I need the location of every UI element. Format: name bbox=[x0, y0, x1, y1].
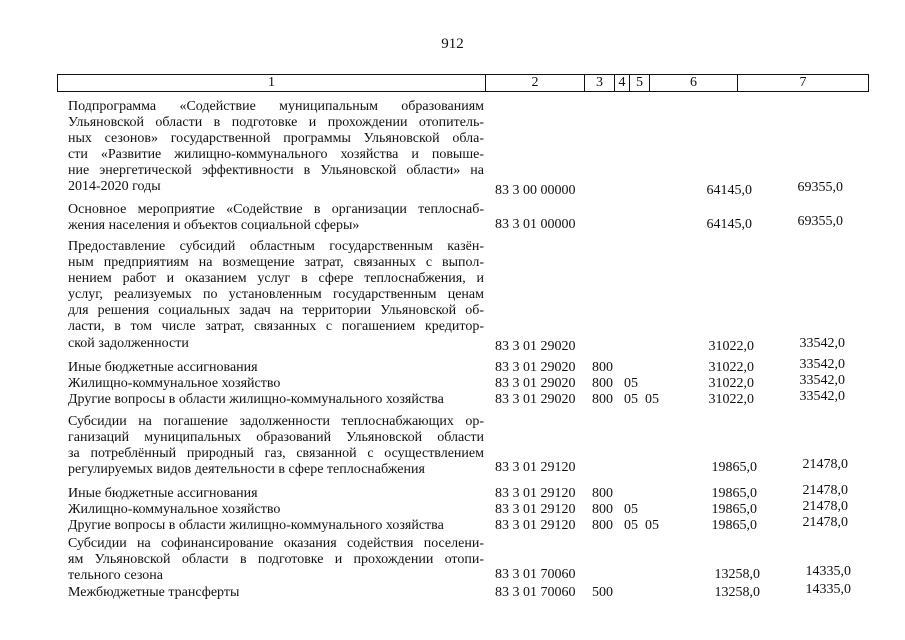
amount-col-6: 31022,0 bbox=[708, 339, 754, 354]
expense-type-code: 800 bbox=[592, 502, 613, 517]
description-line: тельного сезона bbox=[68, 568, 164, 584]
amount-col-7: 69355,0 bbox=[797, 214, 843, 229]
amount-col-6: 19865,0 bbox=[711, 502, 757, 517]
amount-col-7: 33542,0 bbox=[799, 336, 845, 351]
description-line: ям Ульяновской области в подготовке и прохождении отопи- bbox=[68, 552, 484, 568]
table-header bbox=[57, 74, 869, 92]
header-col-4: 4 bbox=[615, 75, 630, 91]
row-description bbox=[68, 518, 484, 534]
amount-col-6: 31022,0 bbox=[708, 392, 754, 407]
amount-col-7: 69355,0 bbox=[797, 180, 843, 195]
target-article-code: 83 3 00 00000 bbox=[495, 183, 576, 198]
description-line: Межбюджетные трансферты bbox=[68, 585, 240, 600]
header-col-2: 2 bbox=[486, 75, 585, 91]
header-col-3: 3 bbox=[585, 75, 615, 91]
description-line: регулируемых видов деятельности в сфере теплоснабжения bbox=[68, 462, 425, 478]
subsection-code: 05 bbox=[645, 392, 659, 407]
description-line: Подпрограмма «Содействие муниципальным образованиям bbox=[68, 99, 484, 114]
expense-type-code: 800 bbox=[592, 486, 613, 501]
section-code: 05 bbox=[624, 502, 638, 517]
section-code: 05 bbox=[624, 518, 638, 533]
row-description bbox=[68, 585, 484, 601]
target-article-code: 83 3 01 29020 bbox=[495, 360, 576, 375]
amount-col-7: 33542,0 bbox=[799, 389, 845, 404]
amount-col-6: 64145,0 bbox=[706, 217, 752, 232]
description-line: Другие вопросы в области жилищно-коммунального хозяйства bbox=[68, 518, 444, 533]
target-article-code: 83 3 01 29020 bbox=[495, 376, 576, 391]
amount-col-7: 33542,0 bbox=[799, 357, 845, 372]
description-line: Основное мероприятие «Содействие в организации теплоснаб- bbox=[68, 202, 484, 217]
description-line: Иные бюджетные ассигнования bbox=[68, 360, 258, 375]
description-line: Субсидии на погашение задолженности теплоснабжающих ор- bbox=[68, 414, 484, 429]
description-line: Ульяновской области в подготовке и прохождении отопитель- bbox=[68, 115, 484, 131]
row-description bbox=[68, 99, 484, 196]
amount-col-6: 19865,0 bbox=[711, 486, 757, 501]
description-line: Жилищно-коммунальное хозяйство bbox=[68, 376, 281, 391]
target-article-code: 83 3 01 29020 bbox=[495, 392, 576, 407]
amount-col-7: 33542,0 bbox=[799, 373, 845, 388]
amount-col-7: 21478,0 bbox=[802, 515, 848, 530]
amount-col-6: 64145,0 bbox=[706, 183, 752, 198]
row-description bbox=[68, 376, 484, 392]
amount-col-6: 19865,0 bbox=[711, 460, 757, 475]
description-line: ганизаций муниципальных образований Ульяновской области bbox=[68, 430, 484, 446]
row-description bbox=[68, 202, 484, 234]
target-article-code: 83 3 01 70060 bbox=[495, 567, 576, 582]
description-line: услуг, реализуемых по установленным государственным ценам bbox=[68, 287, 484, 303]
row-description bbox=[68, 239, 484, 352]
header-col-5: 5 bbox=[630, 75, 650, 91]
description-line: нением работ и оказанием услуг в сфере теплоснабжения, и bbox=[68, 271, 484, 287]
target-article-code: 83 3 01 29120 bbox=[495, 460, 576, 475]
section-code: 05 bbox=[624, 376, 638, 391]
description-line: за потреблённый природный газ, связанной с осуществлением bbox=[68, 446, 484, 462]
amount-col-6: 13258,0 bbox=[714, 567, 760, 582]
description-line: для решения социальных задач на территории Ульяновской об- bbox=[68, 303, 484, 319]
expense-type-code: 800 bbox=[592, 518, 613, 533]
row-description bbox=[68, 392, 484, 408]
amount-col-7: 21478,0 bbox=[802, 483, 848, 498]
row-description bbox=[68, 502, 484, 518]
amount-col-7: 21478,0 bbox=[802, 499, 848, 514]
row-description bbox=[68, 536, 484, 584]
description-line: Предоставление субсидий областным государственным казён- bbox=[68, 239, 484, 254]
expense-type-code: 800 bbox=[592, 376, 613, 391]
description-line: Иные бюджетные ассигнования bbox=[68, 486, 258, 501]
expense-type-code: 500 bbox=[592, 585, 613, 600]
header-col-7: 7 bbox=[799, 75, 807, 90]
header-col-1: 1 bbox=[58, 75, 486, 91]
target-article-code: 83 3 01 29020 bbox=[495, 339, 576, 354]
target-article-code: 83 3 01 29120 bbox=[495, 518, 576, 533]
amount-col-6: 19865,0 bbox=[711, 518, 757, 533]
description-line: Жилищно-коммунальное хозяйство bbox=[68, 502, 281, 517]
subsection-code: 05 bbox=[645, 518, 659, 533]
amount-col-7: 21478,0 bbox=[802, 457, 848, 472]
row-description bbox=[68, 486, 484, 502]
description-line: ных сезонов» государственной программы Ульяновской обла- bbox=[68, 131, 484, 147]
description-line: ние энергетической эффективности в Ульяновской области» на bbox=[68, 163, 484, 179]
amount-col-6: 13258,0 bbox=[714, 585, 760, 600]
expense-type-code: 800 bbox=[592, 392, 613, 407]
description-line: сти «Развитие жилищно-коммунального хозяйства и повыше- bbox=[68, 147, 484, 163]
target-article-code: 83 3 01 29120 bbox=[495, 502, 576, 517]
description-line: ласти, в том числе затрат, связанных с погашением кредитор- bbox=[68, 319, 484, 335]
target-article-code: 83 3 01 00000 bbox=[495, 217, 576, 232]
description-line: ным предприятиям на возмещение затрат, связанных с выпол- bbox=[68, 255, 484, 271]
amount-col-6: 31022,0 bbox=[708, 360, 754, 375]
amount-col-7: 14335,0 bbox=[805, 582, 851, 597]
target-article-code: 83 3 01 29120 bbox=[495, 486, 576, 501]
description-line: жения населения и объектов социальной сферы» bbox=[68, 218, 360, 234]
page-number: 912 bbox=[441, 36, 464, 52]
header-col-6: 6 bbox=[650, 75, 738, 91]
amount-col-6: 31022,0 bbox=[708, 376, 754, 391]
amount-col-7: 14335,0 bbox=[805, 564, 851, 579]
row-description bbox=[68, 414, 484, 478]
description-line: Другие вопросы в области жилищно-коммунального хозяйства bbox=[68, 392, 444, 407]
target-article-code: 83 3 01 70060 bbox=[495, 585, 576, 600]
description-line: Субсидии на софинансирование оказания содействия поселени- bbox=[68, 536, 484, 551]
description-line: 2014-2020 годы bbox=[68, 179, 161, 195]
description-line: ской задолженности bbox=[68, 335, 189, 351]
row-description bbox=[68, 360, 484, 376]
section-code: 05 bbox=[624, 392, 638, 407]
expense-type-code: 800 bbox=[592, 360, 613, 375]
